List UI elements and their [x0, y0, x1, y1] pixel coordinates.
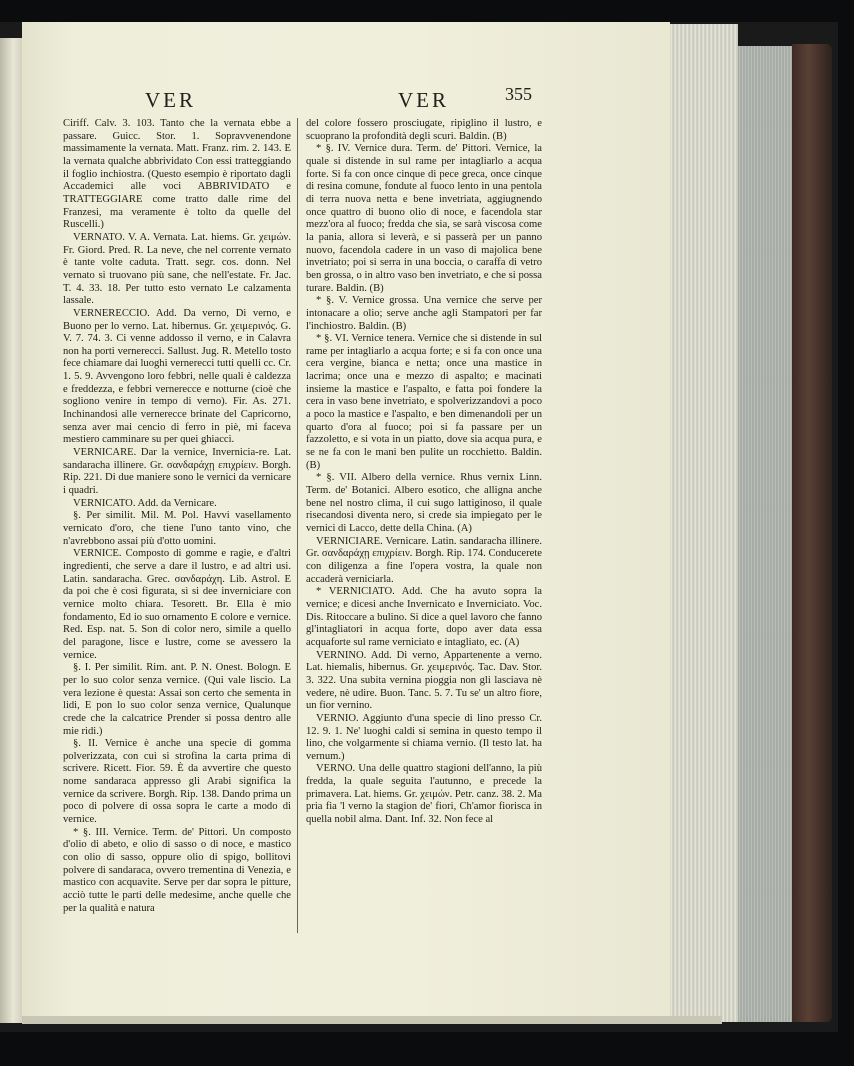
- running-head-left: VER: [145, 88, 196, 112]
- paragraph: VERNERECCIO. Add. Da verno, Di verno, e Buono per lo verno. Lat. hibernus. Gr. χειμερινός. G. V. 7. 74. 3. Ci venne addosso il verno, e in Calavra non ha porti vernerecci. Sallust. Jug. R. Metello tosto fece chiamare dai luoghi vernerecci tutti quelli cc. Cr. 1. 5. 9. Avvengono loro febbri, nelle quali è caldezza e freddezza, e febbri vernerecce e notturne (cioè che sogliono venire in tempo di verno). Fir. As. 271. Inchinandosi alle vernerecce brinate del Capricorno, senza aver mai cencio di ferro in piè, mi faceva mestiero camminare su per quei ghiacci.: [63, 307, 291, 446]
- paragraph: VERNIO. Aggiunto d'una specie di lino presso Cr. 12. 9. 1. Ne' luoghi caldi si semina in questo tempo il lino, che volgarmente si chiama vernio. (Il testo lat. ha vernum.): [306, 712, 542, 762]
- paragraph: VERNINO. Add. Di verno, Appartenente a verno. Lat. hiemalis, hibernus. Gr. χειμερινός. Tac. Dav. Stor. 3. 322. Una subita vernina pioggia non gli lasciava nè vedere, nè udire. Buon. Tanc. 5. 7. Tu se' un altro fiore, un fior vernino.: [306, 649, 542, 712]
- paragraph: §. I. Per similit. Rim. ant. P. N. Onest. Bologn. E per lo suo color senza vernice. (Qui vale liscio. La vera lezione è questa: Assai son certo che sementa in lidi, E pon lo suo color senza vernice, Qualunque crede che la calcatrice Prender si possa dentro alle mie ridi.): [63, 662, 291, 737]
- column-divider: [297, 118, 298, 933]
- page-stack-edge: [666, 24, 738, 1022]
- right-column: [306, 118, 542, 827]
- paragraph: VERNICIARE. Vernicare. Latin. sandaracha illinere. Gr. σανδαράχῃ επιχρίειν. Borgh. Rip. 174. Conducerete con diligenza a fine l'opera vostra, la quale non accaderà verniciarla.: [306, 535, 542, 585]
- paragraph: * §. V. Vernice grossa. Una vernice che serve per intonacare a olio; serve anche agli Stampatori per far l'inchiostro. Baldin. (B): [306, 295, 542, 332]
- paragraph: §. II. Vernice è anche una specie di gomma polverizzata, con cui si strofina la carta prima di scrivere. Ricett. Fior. 59. È da avvertire che questo nome sandaraca appresso gli Arabi significa la vernice da scrivere. Borgh. Rip. 138. Dando prima un poco di polvere di ossa sopra le carte a modo di vernice.: [63, 738, 291, 826]
- paragraph: Ciriff. Calv. 3. 103. Tanto che la vernata ebbe a passare. Guicc. Stor. 1. Sopravvenendone massimamente la vernata. Matt. Franz. rim. 2. 143. E la vernata qualche abbrividato Con essi tratteggiando il foglio inchiostra. (Questo esempio è riportato dagli Accademici alle voci ABBRIVIDATO e TRATTEGGIARE come tratto dalle rime del Franzesi, ma veramente è tolto da quelle del Ruscelli.): [63, 118, 291, 231]
- page-bottom-edge: [22, 1016, 722, 1024]
- page-number: 355: [505, 84, 532, 104]
- paragraph: * §. VI. Vernice tenera. Vernice che si distende in sul rame per intagliarlo a acqua forte; e si fa con once una cera vergine, bianca e netta; once una mastice in lacrima; once una e mezzo di aspalto; e macinati insieme la mastice e l'aspalto, e fatta poi fondere la cera in vaso bene invetriato, e spolverizzandovi a poco a poco la mastice e l'aspalto, e ben dimenandoli per un quarto d'ora al fuoco; poi si fa passare per un fazzoletto, e si vota in un piatto, dove sia acqua pura, e se ne fa con le mani ben pulite un rocchietto. Baldin. (B): [306, 333, 542, 471]
- paragraph: VERNATO. V. A. Vernata. Lat. hiems. Gr. χειμών. Fr. Giord. Pred. R. La neve, che nel corrente vernato è tante volte caduta. Tratt. segr. cos. donn. Nel vernato si truovano più sane, che nell'estate. Fr. Jac. T. 4. 33. 18. Per tutto esto vernato Le calzamenta lassale.: [63, 231, 291, 307]
- paragraph: §. Per similit. Mil. M. Pol. Havvi vasellamento vernicato d'oro, che tiene l'uno tanto vino, che n'avrebbono assai più d'otto uomini.: [63, 510, 291, 547]
- paragraph: * §. III. Vernice. Term. de' Pittori. Un composto d'olio di abeto, e olio di sasso o di noce, e mastico con olio di sasso, oppure olio di spigo, bollitovi polvere di sandaraca, ovvero trementina di Venezia, e mastico con acquavite. Serve per dar sopra le pitture, acciò tutte le parti delle medesime, anche quelle che per la qualità e natura: [63, 826, 291, 914]
- book-cover: [792, 44, 832, 1022]
- paragraph: * VERNICIATO. Add. Che ha avuto sopra la vernice; e dicesi anche Invernicato e Inverniciato. Voc. Dis. Ritoccare a bulino. Si dice a quel lavoro che fanno gl'intagliatori in acqua forte, dopo aver data essa acquaforte sul rame verniciato e intagliato, ec. (A): [306, 586, 542, 648]
- left-column: [63, 118, 291, 915]
- page-stack-shadow: [738, 46, 794, 1022]
- paragraph: VERNICE. Composto di gomme e ragie, e d'altri ingredienti, che serve a dare il lustro, e ad altri usi. Latin. sandaracha. Grec. σανδαράχη. Lib. Astrol. E da poi che è così figurata, sì si dee inverniciare con vernice molto chiara. Tesorett. Br. Ella è mio fondamento, Ed io suo ornamento E colore e vernice. Red. Esp. nat. 5. Son di color nero, simile a quello del paragone, lisce e lustre, come se avessero la vernice.: [63, 548, 291, 661]
- paragraph: VERNICARE. Dar la vernice, Invernicia-re. Lat. sandaracha illinere. Gr. σανδαράχῃ επιχρίειν. Borgh. Rip. 221. Di due maniere sono le vernici da vernicare i quadri.: [63, 447, 291, 497]
- running-head-right: VER: [398, 88, 449, 112]
- paragraph: * §. VII. Albero della vernice. Rhus vernix Linn. Term. de' Botanici. Albero esotico, che alligna anche bene nel nostro clima, il cui sugo lattiginoso, il quale risecandosi diventa nero, si crede sia impiegato per le vernici di Lacco, dette della China. (A): [306, 472, 542, 534]
- paragraph: VERNICATO. Add. da Vernicare.: [73, 497, 217, 509]
- paragraph: del colore fossero prosciugate, ripiglino il lustro, e scuoprano la profondità degli scuri. Baldin. (B): [306, 118, 542, 142]
- paragraph: * §. IV. Vernice dura. Term. de' Pittori. Vernice, la quale si distende in sul rame per intagliarlo a acqua forte. Si fa con once cinque di pece greca, once cinque di resina comune, fondute al fuoco lento in una pentola di terra nuova netta e bene invetriata, aggiugnendo once quattro di buono olio di noce, e facendola star mezz'ora al fuoco; fredda che sia, se sarà viscosa come la pania, allora si leverà, e si passerà per un panno nuovo, facendola cadere in un vaso di majolica bene invetriato; poi si serra in una boccia, o caraffa di vetro ben grossa, o in altro vaso ben invetriato, e che si possa turare. Baldin. (B): [306, 143, 542, 294]
- left-page-edge: [0, 38, 22, 1023]
- paragraph: VERNO. Una delle quattro stagioni dell'anno, la più fredda, la quale seguita l'autunno, e precede la primavera. Lat. hiems. Gr. χειμών. Petr. canz. 38. 2. Ma pria fia 'l verno la stagion de' fiori, Ch'amor fiorisca in quella nobil alma. Dant. Inf. 32. Non fece al: [306, 763, 542, 826]
